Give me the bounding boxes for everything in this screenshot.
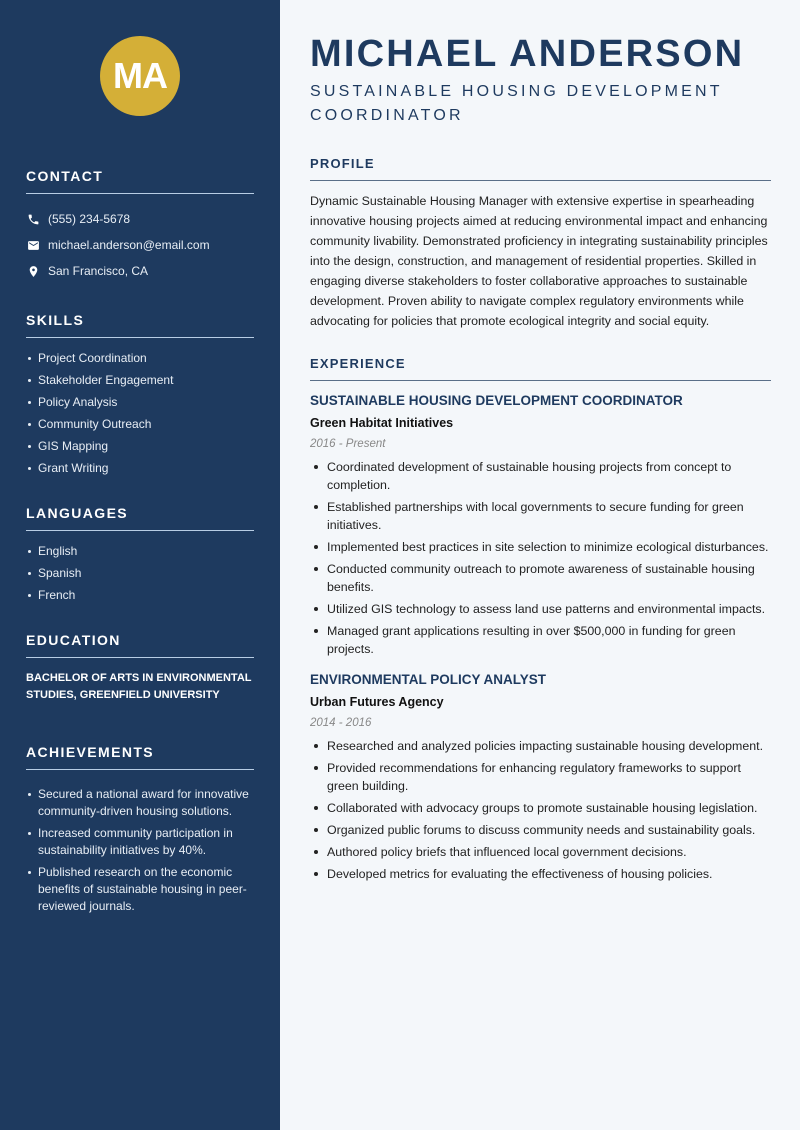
education-section <box>26 632 254 704</box>
job-bullet: Developed metrics for evaluating the effectiveness of housing policies. <box>310 865 771 883</box>
skills-heading: SKILLS <box>26 312 254 338</box>
job-bullets <box>310 458 771 658</box>
email-value[interactable]: michael.anderson@email.com <box>48 238 210 252</box>
avatar-container <box>26 36 254 116</box>
achievement-item: Published research on the economic benefits of sustainable housing in peer-reviewed journals. <box>26 864 254 915</box>
job-company: Urban Futures Agency <box>310 695 444 709</box>
sidebar <box>0 0 280 1130</box>
phone-value[interactable]: (555) 234-5678 <box>48 212 131 226</box>
job-bullet: Managed grant applications resulting in over $500,000 in funding for green projects. <box>310 622 771 658</box>
contact-location <box>26 258 254 284</box>
job-bullet: Coordinated development of sustainable housing projects from concept to completion. <box>310 458 771 494</box>
achievements-section <box>26 744 254 915</box>
avatar: MA <box>100 36 180 116</box>
language-item: English <box>26 543 254 560</box>
phone-icon <box>26 212 40 226</box>
achievements-list <box>26 786 254 915</box>
job-bullet: Utilized GIS technology to assess land use patterns and environmental impacts. <box>310 600 771 618</box>
job-bullet: Authored policy briefs that influenced local government decisions. <box>310 843 771 861</box>
candidate-title: SUSTAINABLE HOUSING DEVELOPMENT COORDINATOR <box>310 83 723 124</box>
email-icon <box>26 238 40 252</box>
job-dates: 2014 - 2016 <box>310 717 372 729</box>
job-entry <box>310 670 771 883</box>
job-bullet: Organized public forums to discuss community needs and sustainability goals. <box>310 821 771 839</box>
language-item: Spanish <box>26 565 254 582</box>
location-value: San Francisco, CA <box>48 264 149 278</box>
contact-heading: CONTACT <box>26 168 254 194</box>
skill-item: Community Outreach <box>26 416 254 433</box>
contact-phone <box>26 206 254 232</box>
job-bullet: Collaborated with advocacy groups to promote sustainable housing legislation. <box>310 799 771 817</box>
experience-heading: EXPERIENCE <box>310 356 771 381</box>
skill-item: GIS Mapping <box>26 438 254 455</box>
candidate-name: MICHAEL ANDERSON <box>310 33 745 75</box>
job-bullet: Implemented best practices in site selection to minimize ecological disturbances. <box>310 538 771 556</box>
profile-section <box>310 156 771 331</box>
job-company: Green Habitat Initiatives <box>310 416 454 430</box>
resume-header <box>310 32 771 128</box>
skill-item: Stakeholder Engagement <box>26 372 254 389</box>
job-title: SUSTAINABLE HOUSING DEVELOPMENT COORDINATOR <box>310 393 683 408</box>
education-heading: EDUCATION <box>26 632 254 658</box>
skill-item: Project Coordination <box>26 350 254 367</box>
languages-heading: LANGUAGES <box>26 505 254 531</box>
job-bullet: Researched and analyzed policies impacting sustainable housing development. <box>310 737 771 755</box>
job-dates: 2016 - Present <box>310 438 386 450</box>
job-bullets <box>310 737 771 883</box>
skills-section <box>26 312 254 477</box>
main-content <box>280 0 800 1130</box>
job-title: ENVIRONMENTAL POLICY ANALYST <box>310 672 547 687</box>
languages-list <box>26 543 254 604</box>
job-bullet: Conducted community outreach to promote awareness of sustainable housing benefits. <box>310 560 771 596</box>
languages-section <box>26 505 254 604</box>
job-bullet: Provided recommendations for enhancing regulatory frameworks to support green building. <box>310 759 771 795</box>
skill-item: Policy Analysis <box>26 394 254 411</box>
contact-email <box>26 232 254 258</box>
location-pin-icon <box>26 264 40 278</box>
profile-text: Dynamic Sustainable Housing Manager with extensive expertise in spearheading innovative housing projects aimed at reducing environmental impact and enhancing community livability. Demonstrated proficiency in integrating sustainability principles into the design, construction, and management of residential properties. Skilled in engaging diverse stakeholders to foster collaborative approaches to sustainable development. Proven ability to navigate complex regulatory environments while advocating for policies that promote ecological integrity and social equity. <box>310 194 768 328</box>
profile-heading: PROFILE <box>310 156 771 181</box>
contact-section <box>26 168 254 284</box>
achievement-item: Increased community participation in sustainability initiatives by 40%. <box>26 825 254 859</box>
job-bullet: Established partnerships with local governments to secure funding for green initiatives. <box>310 498 771 534</box>
achievement-item: Secured a national award for innovative community-driven housing solutions. <box>26 786 254 820</box>
experience-section <box>310 356 771 883</box>
achievements-heading: ACHIEVEMENTS <box>26 744 254 770</box>
skill-item: Grant Writing <box>26 460 254 477</box>
job-entry <box>310 391 771 658</box>
education-degree: BACHELOR OF ARTS IN ENVIRONMENTAL STUDIES, GREENFIELD UNIVERSITY <box>26 672 252 701</box>
language-item: French <box>26 587 254 604</box>
skills-list <box>26 350 254 477</box>
